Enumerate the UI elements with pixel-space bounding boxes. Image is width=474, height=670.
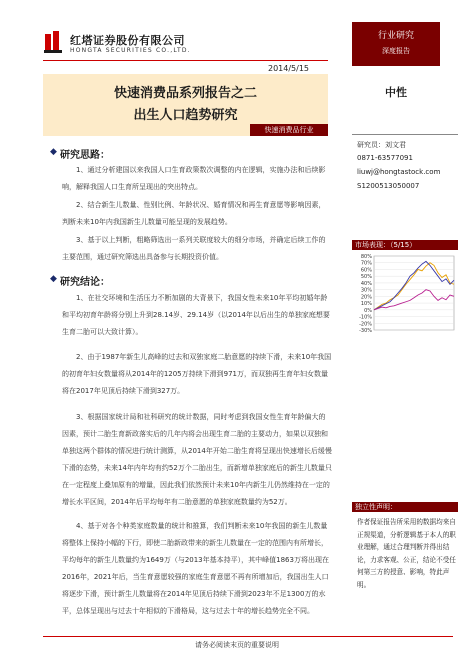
y-tick-label: -10% xyxy=(359,314,372,321)
analyst-email[interactable]: liuwj@hongtastock.com xyxy=(357,168,441,176)
section-title-conclusion: 研究结论： xyxy=(60,277,110,288)
y-tick-label: 60% xyxy=(360,267,372,274)
analyst-license: S1200513050007 xyxy=(357,182,420,190)
badge-label-industry: 行业研究 xyxy=(377,31,414,41)
company-name-en: HONGTA SECURITIES CO.,LTD. xyxy=(70,47,191,54)
y-tick-label: 20% xyxy=(360,294,372,301)
series-line-1 xyxy=(374,263,454,310)
diamond-bullet-icon: ◆ xyxy=(50,274,57,284)
diamond-bullet-icon: ◆ xyxy=(50,147,57,157)
badge-label-depth: 深度报告 xyxy=(382,47,410,55)
disclaimer-text: 作者保证报告所采用的数据均来自正规渠道，分析逻辑基于本人的职业理解，通过合理判断并得出结论，力求客观、公正，结论不受任何第三方的授意、影响，特此声明。 xyxy=(357,518,456,589)
y-tick-label: 0% xyxy=(364,307,372,314)
hongta-logo-icon xyxy=(43,30,65,54)
contact-divider xyxy=(352,134,458,135)
chart-frame xyxy=(374,256,454,330)
y-tick-label: -20% xyxy=(359,321,372,328)
y-tick-label: -30% xyxy=(359,328,372,334)
conclusion-paragraph-2: 2、由于1987年新生儿高峰的过去和双独家庭二胎意愿的持续下滑，未来10年我国的初育年妇女数量将从2014年的1205万持续下滑到971万，而双独再生育年妇女数量将在2017年见顶后持续下滑到327万。 xyxy=(62,353,332,395)
analyst-name: 研究员：刘文君 xyxy=(357,141,406,149)
y-tick-label: 40% xyxy=(360,280,372,287)
approach-paragraph-1: 1、通过分析建国以来我国人口生育政策数次调整的内在逻辑，实施办法和后续影响，解释我国人口生育所呈现出的突出特点。 xyxy=(62,166,326,191)
y-tick-label: 80% xyxy=(360,254,372,260)
y-tick-label: 10% xyxy=(360,301,372,308)
series-line-3 xyxy=(374,290,454,310)
section-title-approach: 研究思路： xyxy=(60,150,110,161)
footer-divider xyxy=(43,636,453,637)
disclaimer-title: 独立性声明： xyxy=(352,502,458,512)
approach-paragraph-2: 2、结合新生儿数量、性别比例、年龄状况、婚育情况和再生育意愿等影响因素，判断未来10年内我国新生儿数量可能呈现的发展趋势。 xyxy=(62,201,326,226)
header-divider xyxy=(43,60,328,61)
analyst-phone: 0871-63577091 xyxy=(357,154,413,162)
conclusion-paragraph-4: 4、基于对各个种类家庭数量的统计和推算，我们判断未来10年我国的新生儿数量将整体上保持小幅的下行，即使二胎新政带来的新生儿数量在一定的范围内有所增长，平均每年的新生儿数量约为1649万（与2013年基本持平），其中峰值1863万将出现在2016年，2021年后，当生育意愿较强的家庭生育意愿不再有所增加后，我国出生人口将逐步下滑，预计新生儿数量将在2014年见顶后持续下滑到2023年不足1300万的水平，总体呈现出与过去十年相似的下滑格局，这与过去十年的增长趋势完全不同。 xyxy=(62,522,329,615)
approach-paragraph-3: 3、基于以上判断，粗略筛选出一系列关联度较大的细分市场，并确定后续工作的主要范围，通过研究筛选出具备参与长期投资价值。 xyxy=(62,236,326,261)
report-title-line1: 快速消费品系列报告之二 xyxy=(113,86,257,101)
y-tick-label: 30% xyxy=(360,287,372,294)
y-tick-label: 50% xyxy=(360,274,372,281)
company-name-cn: 红塔证券股份有限公司 xyxy=(70,34,185,47)
conclusion-paragraph-1: 1、在社交环境和生活压力不断加剧的大背景下，我国女性未来10年平均初婚年龄和平均初育年龄将分别上升到28.14岁、29.14岁（以2014年以后出生的单独家庭想要生育二胎可以大致计算）。 xyxy=(62,294,330,336)
report-title-line2: 出生人口趋势研究 xyxy=(133,108,238,123)
y-tick-label: 70% xyxy=(360,260,372,267)
market-chart-title: 市场表现：（5/15） xyxy=(352,240,458,250)
industry-tag: 快速消费品行业 xyxy=(250,124,328,136)
market-performance-chart xyxy=(352,252,458,334)
rating: 中性 xyxy=(385,86,407,99)
report-date: 2014/5/15 xyxy=(268,64,310,73)
footer-note: 请务必阅读末页的重要说明 xyxy=(195,641,279,649)
conclusion-paragraph-3: 3、根据国家统计局和社科研究的统计数据，同时考虑到我国女性生育年龄偏大的因素，预计二胎生育新政落实后的几年内将会出现生育二胎的主要动力，如果以双独和单独这两个群体的情况进行统计测算，从2014年开始二胎生育将呈现出快速增长后缓慢下滑的态势，未来14年内年均有约52万个二胎出生，而新增单独家庭后的新生儿数量只在一定程度上叠加原有的增量，因此我们依然预计未来10年内新生儿仍然维持在一定的增长水平区间，2014年后平均每年有二胎意愿的单独家庭数量约为52万。 xyxy=(62,413,332,506)
